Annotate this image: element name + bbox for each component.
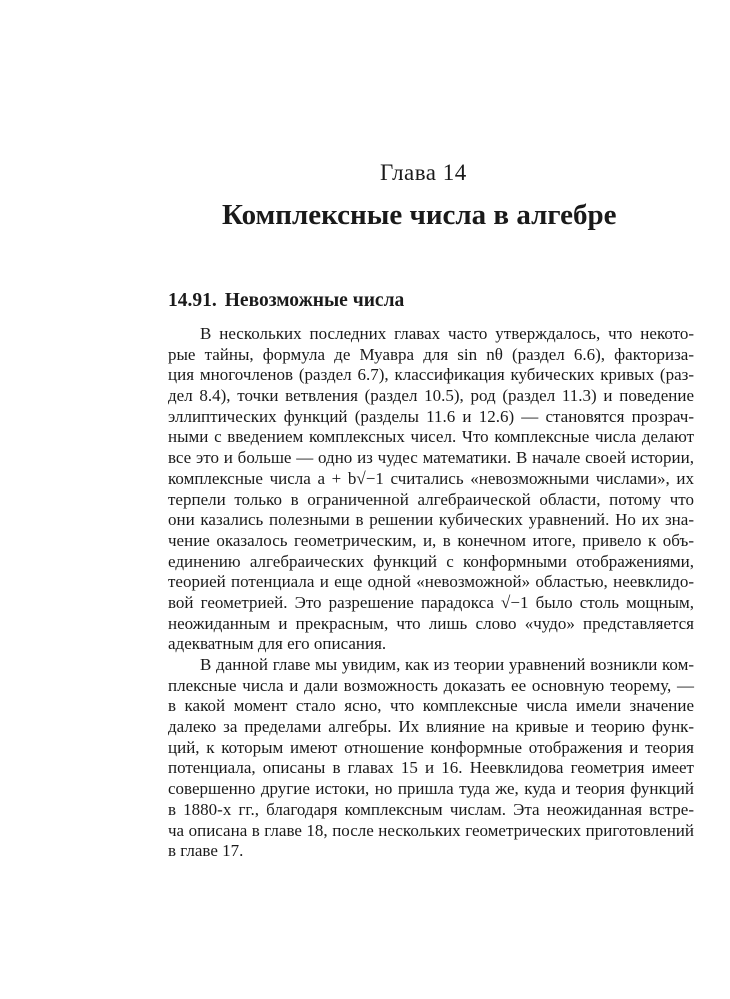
paragraph-1 xyxy=(168,324,694,655)
text-line: теорией потенциала и еще одной «невозможной» областью, неевклидо- xyxy=(168,572,694,592)
text-line: в главе 17. xyxy=(168,841,244,861)
text-line: вой геометрией. Это разрешение парадокса √−1 было столь мощным, xyxy=(168,592,694,612)
text-line: далеко за пределами алгебры. Их влияние на кривые и теорию функ- xyxy=(168,717,694,737)
body-text xyxy=(168,324,694,862)
text-line: адекватным для его описания. xyxy=(168,634,387,654)
text-line: неожиданным и прекрасным, что лишь слово «чудо» представляется xyxy=(168,613,694,633)
section-heading xyxy=(168,290,404,312)
text-line: В данной главе мы увидим, как из теории уравнений возникли ком- xyxy=(200,655,694,674)
text-line: потенциала, описаны в главах 15 и 16. Неевклидова геометрия имеет xyxy=(168,758,694,778)
text-line: чение оказалось геометрическим, и, в конечном итоге, привело к объ- xyxy=(168,530,694,550)
text-line: они казались полезными в решении кубических уравнений. Но их зна- xyxy=(168,510,694,530)
text-line: ча описана в главе 18, после нескольких геометрических приготовлений xyxy=(168,820,694,840)
text-line: эллиптических функций (разделы 11.6 и 12.6) — становятся прозрач- xyxy=(168,406,694,426)
text-line: В нескольких последних главах часто утверждалось, что некото- xyxy=(200,324,694,343)
text-line: в 1880-х гг., благодаря комплексным числам. Эта неожиданная встре- xyxy=(168,799,694,819)
section-title: Невозможные числа xyxy=(224,290,405,311)
text-line: плексные числа и дали возможность доказать ее основную теорему, — xyxy=(168,675,694,695)
text-line: ций, к которым имеют отношение конформные отображения и теория xyxy=(168,737,694,757)
text-line: все это и больше — одно из чудес математики. В начале своей истории, xyxy=(168,448,694,468)
chapter-label: Глава 14 xyxy=(380,160,467,185)
text-line: терпели только в ограниченной алгебраической области, потому что xyxy=(168,489,694,509)
text-line: совершенно другие истоки, но пришла туда же, куда и теория функций xyxy=(168,779,694,799)
text-line: ция многочленов (раздел 6.7), классификация кубических кривых (раз- xyxy=(168,365,694,385)
chapter-title: Комплексные числа в алгебре xyxy=(222,199,617,231)
text-line: в какой момент стало ясно, что комплексные числа имели значение xyxy=(168,696,694,716)
text-line: единению алгебраических функций с конформными отображениями, xyxy=(168,551,694,571)
text-line: дел 8.4), точки ветвления (раздел 10.5), род (раздел 11.3) и поведение xyxy=(168,386,694,406)
paragraph-2 xyxy=(168,655,694,862)
text-line: ными с введением комплексных чисел. Что комплексные числа делают xyxy=(168,427,694,447)
text-line: комплексные числа a + b√−1 считались «невозможными числами», их xyxy=(168,468,694,488)
section-number: 14.91. xyxy=(168,290,217,311)
text-line: рые тайны, формула де Муавра для sin nθ (раздел 6.6), факториза- xyxy=(168,344,694,364)
